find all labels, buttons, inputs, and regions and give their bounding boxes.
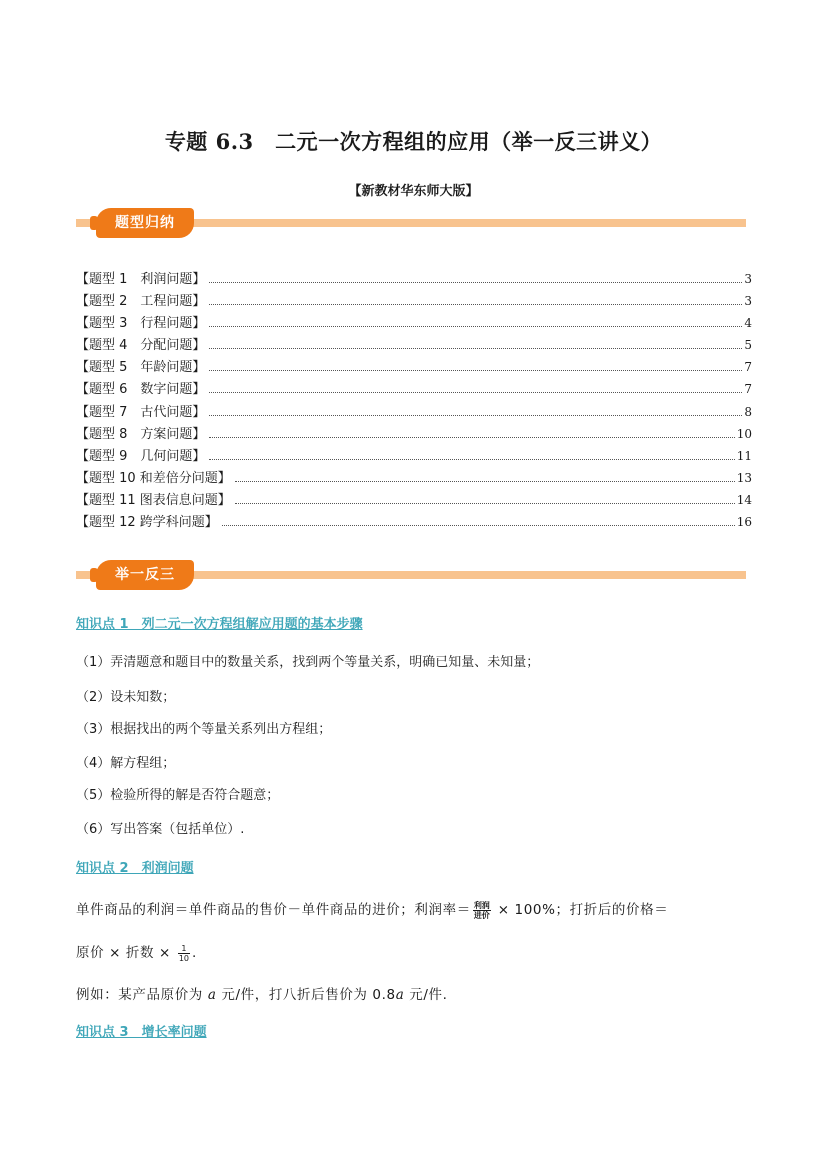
toc-page-number: 11 (736, 448, 752, 463)
toc-leader-dots (209, 392, 742, 393)
toc-entry-label: 【题型 12 跨学科问题】 (76, 515, 218, 531)
toc-leader-dots (209, 415, 742, 416)
step-item: （3）根据找出的两个等量关系列出方程组； (76, 722, 332, 737)
toc-page-number: 4 (744, 316, 752, 331)
toc-entry-label: 【题型 9 几何问题】 (76, 448, 206, 464)
toc-page-number: 13 (736, 470, 752, 485)
section-banner-question-types (76, 208, 746, 238)
step-item: （4）解方程组； (76, 756, 176, 771)
toc-leader-dots (235, 503, 735, 504)
toc-entry[interactable] (76, 511, 752, 533)
toc-entry[interactable] (76, 268, 752, 290)
profit-text: × 100%；打折后的价格＝ (497, 902, 669, 918)
profit-rate-fraction (473, 901, 491, 920)
example-text: 例如：某产品原价为 (76, 987, 203, 1003)
toc-entry-label: 【题型 11 图表信息问题】 (76, 492, 231, 508)
toc-leader-dots (209, 282, 742, 283)
toc-entry[interactable] (76, 334, 752, 356)
toc-entry-label: 【题型 5 年龄问题】 (76, 360, 206, 376)
profit-text: 单件商品的利润＝单件商品的售价－单件商品的进价；利润率＝ (76, 902, 471, 918)
toc-entry-label: 【题型 2 工程问题】 (76, 294, 206, 310)
step-item: （1）弄清题意和题目中的数量关系，找到两个等量关系，明确已知量、未知量； (76, 655, 540, 670)
toc-page-number: 3 (744, 272, 752, 286)
toc-page-number: 14 (736, 492, 752, 507)
toc-entry-label: 【题型 4 分配问题】 (76, 338, 206, 354)
toc-entry[interactable] (76, 445, 752, 467)
toc-entry-label: 【题型 7 古代问题】 (76, 404, 206, 420)
toc-page-number: 7 (744, 360, 752, 375)
toc-leader-dots (209, 348, 742, 349)
step-item: （6）写出答案（包括单位）. (76, 822, 245, 837)
step-item: （2）设未知数； (76, 690, 176, 705)
toc-leader-dots (235, 481, 735, 482)
knowledge-point-3-heading: 知识点 3 增长率问题 (76, 1025, 207, 1040)
toc-entry[interactable] (76, 378, 752, 400)
example-text: 元/件. (409, 987, 448, 1003)
toc-entry[interactable] (76, 489, 752, 511)
toc-entry-label: 【题型 1 利润问题】 (76, 272, 206, 287)
toc-page-number: 7 (744, 382, 752, 397)
variable-a: a (207, 987, 217, 1003)
page-title: 专题 6.3 二元一次方程组的应用（举一反三讲义） (164, 129, 663, 154)
toc-leader-dots (222, 525, 735, 526)
toc-page-number: 3 (744, 294, 752, 309)
toc-entry[interactable] (76, 401, 752, 423)
discount-fraction (178, 944, 190, 963)
fraction-numerator: 1 (178, 944, 190, 954)
profit-text: 原价 × 折数 × (76, 945, 171, 961)
toc-leader-dots (209, 437, 734, 438)
section-banner-examples (76, 560, 746, 590)
toc-entry-label: 【题型 6 数字问题】 (76, 382, 206, 398)
toc-entry[interactable] (76, 467, 752, 489)
toc-leader-dots (209, 326, 742, 327)
toc-page-number: 10 (736, 426, 752, 441)
variable-a: a (395, 987, 405, 1003)
toc-entry-label: 【题型 10 和差倍分问题】 (76, 470, 231, 486)
step-item: （5）检验所得的解是否符合题意； (76, 788, 280, 803)
table-of-contents (76, 268, 752, 533)
fraction-denominator: 进价 (473, 910, 490, 920)
toc-entry-label: 【题型 3 行程问题】 (76, 316, 206, 332)
banner-label: 举一反三 (96, 560, 194, 590)
toc-entry[interactable] (76, 423, 752, 445)
toc-entry[interactable] (76, 356, 752, 378)
knowledge-point-2-heading: 知识点 2 利润问题 (76, 861, 194, 876)
example-line (76, 983, 752, 1003)
banner-label: 题型归纳 (96, 208, 194, 238)
toc-page-number: 16 (736, 515, 752, 530)
knowledge-point-1-heading: 知识点 1 列二元一次方程组解应用题的基本步骤 (76, 617, 363, 632)
fraction-numerator: 利润 (473, 900, 490, 910)
toc-page-number: 5 (744, 338, 752, 353)
example-text: 元/件，打八折后售价为 0.8 (221, 987, 396, 1003)
toc-leader-dots (209, 370, 742, 371)
profit-formula-line-1 (76, 898, 752, 920)
toc-leader-dots (209, 459, 734, 460)
profit-text: . (192, 945, 197, 961)
toc-page-number: 8 (744, 404, 752, 419)
edition-subtitle: 【新教材华东师大版】 (348, 184, 479, 199)
toc-leader-dots (209, 304, 742, 305)
fraction-denominator: 10 (178, 953, 189, 963)
toc-entry-label: 【题型 8 方案问题】 (76, 426, 206, 442)
toc-entry[interactable] (76, 312, 752, 334)
profit-formula-line-2 (76, 941, 752, 963)
toc-entry[interactable] (76, 290, 752, 312)
